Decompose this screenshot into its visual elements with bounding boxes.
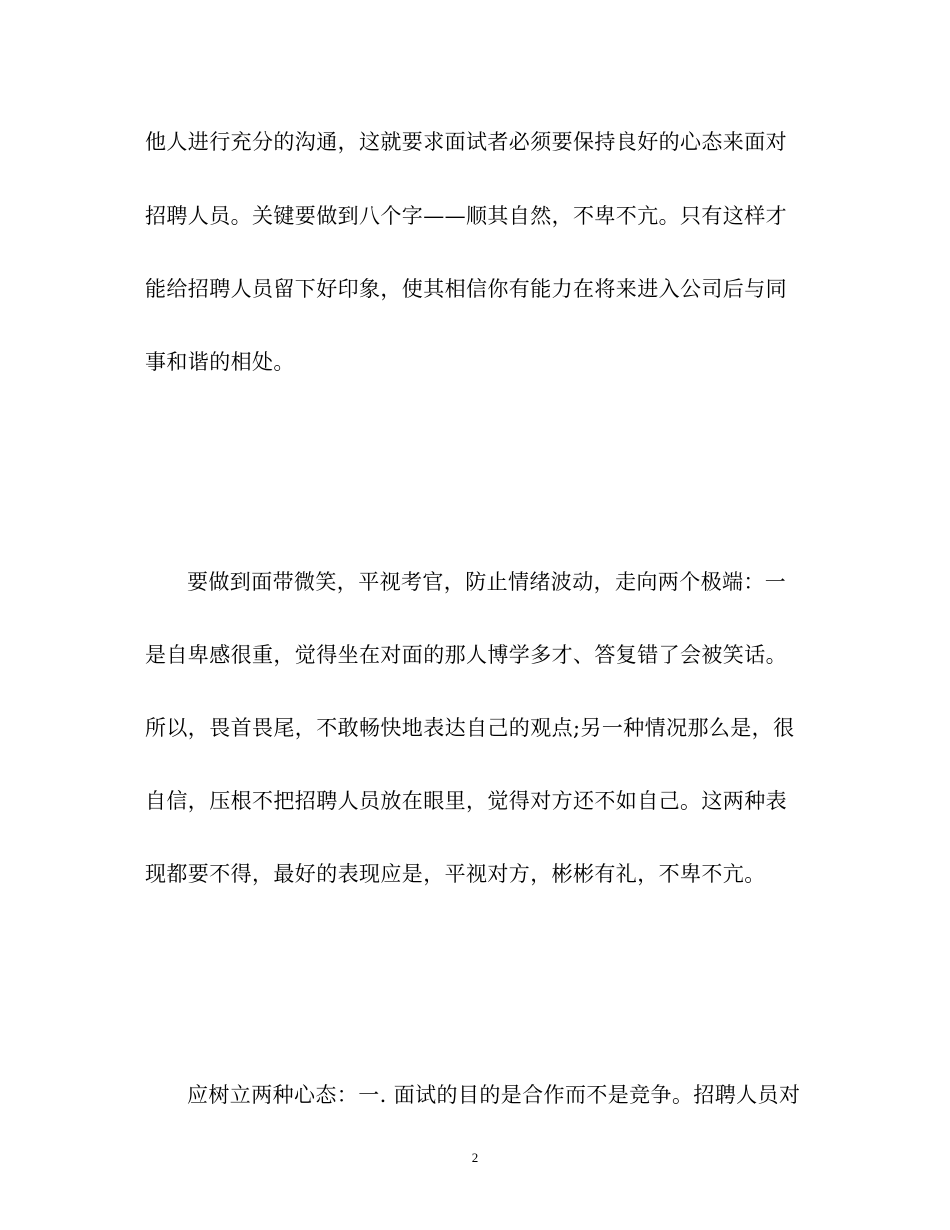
paragraph-2-line-5: 现都要不得，最好的表现应是，平视对方，彬彬有礼，不卑不亢。 [145, 862, 766, 886]
page-number: 2 [471, 1150, 479, 1165]
paragraph-3-line-1: 应树立两种心态：一. 面试的目的是合作而不是竞争。招聘人员对 [187, 1083, 801, 1107]
paragraph-2-line-2: 是自卑感很重，觉得坐在对面的那人博学多才、答复错了会被笑话。 [145, 643, 787, 667]
paragraph-1-line-2: 招聘人员。关键要做到八个字——顺其自然，不卑不亢。只有这样才 [145, 204, 787, 228]
paragraph-2-line-3: 所以，畏首畏尾，不敢畅快地表达自己的观点;另一种情况那么是，很 [145, 716, 795, 740]
paragraph-1-line-1: 他人进行充分的沟通，这就要求面试者必须要保持良好的心态来面对 [145, 130, 787, 154]
paragraph-1-line-3: 能给招聘人员留下好印象，使其相信你有能力在将来进入公司后与同 [145, 277, 787, 301]
paragraph-1-line-4: 事和谐的相处。 [145, 350, 295, 374]
paragraph-2-line-4: 自信，压根不把招聘人员放在眼里，觉得对方还不如自己。这两种表 [145, 789, 787, 813]
paragraph-2-line-1: 要做到面带微笑，平视考官，防止情绪波动，走向两个极端：一 [187, 570, 787, 594]
